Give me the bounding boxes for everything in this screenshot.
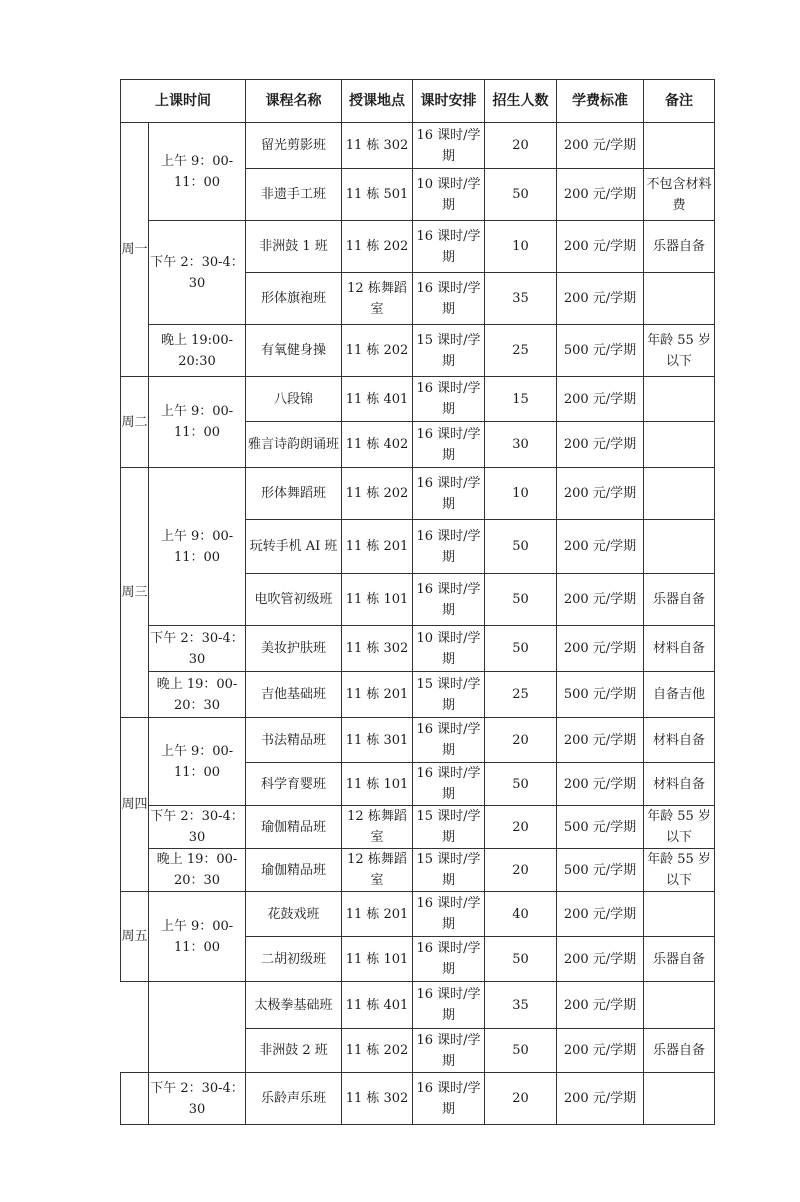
fee-cell: 200 元/学期 — [557, 468, 644, 520]
header-course: 课程名称 — [246, 80, 342, 123]
course-cell: 花鼓戏班 — [246, 892, 342, 937]
header-time: 上课时间 — [121, 80, 246, 123]
fee-cell: 500 元/学期 — [557, 806, 644, 849]
note-cell — [644, 520, 715, 574]
location-cell: 11 栋 101 — [342, 937, 413, 982]
schedule-cell: 16 课时/学期 — [413, 422, 485, 468]
enrollment-cell: 50 — [485, 169, 557, 221]
header-note: 备注 — [644, 80, 715, 123]
enrollment-cell: 50 — [485, 574, 557, 626]
header-fee: 学费标准 — [557, 80, 644, 123]
slot-cell: 上午 9：00-11：00 — [149, 377, 246, 468]
slot-cell: 晚上 19：00-20：30 — [149, 849, 246, 892]
schedule-cell: 16 课时/学期 — [413, 520, 485, 574]
location-cell: 11 栋 201 — [342, 672, 413, 718]
course-cell: 太极拳基础班 — [246, 982, 342, 1029]
note-cell: 年龄 55 岁以下 — [644, 806, 715, 849]
schedule-cell: 16 课时/学期 — [413, 377, 485, 422]
enrollment-cell: 50 — [485, 937, 557, 982]
fee-cell: 200 元/学期 — [557, 892, 644, 937]
course-cell: 留光剪影班 — [246, 123, 342, 169]
header-schedule: 课时安排 — [413, 80, 485, 123]
slot-cell: 晚上 19：00-20：30 — [149, 672, 246, 718]
note-cell: 乐器自备 — [644, 221, 715, 273]
enrollment-cell: 25 — [485, 672, 557, 718]
continuation-day-cell — [121, 982, 149, 1073]
note-cell — [644, 1073, 715, 1125]
slot-cell: 下午 2：30-4：30 — [149, 221, 246, 325]
enrollment-cell: 30 — [485, 422, 557, 468]
slot-cell: 上午 9：00-11：00 — [149, 892, 246, 982]
slot-cell: 上午 9：00-11：00 — [149, 123, 246, 221]
note-cell: 乐器自备 — [644, 574, 715, 626]
location-cell: 12 栋舞蹈室 — [342, 273, 413, 325]
course-cell: 吉他基础班 — [246, 672, 342, 718]
note-cell — [644, 123, 715, 169]
schedule-cell: 16 课时/学期 — [413, 763, 485, 806]
location-cell: 11 栋 302 — [342, 626, 413, 672]
fee-cell: 200 元/学期 — [557, 123, 644, 169]
note-cell — [644, 982, 715, 1029]
location-cell: 11 栋 401 — [342, 377, 413, 422]
fee-cell: 200 元/学期 — [557, 169, 644, 221]
enrollment-cell: 20 — [485, 1073, 557, 1125]
schedule-cell: 16 课时/学期 — [413, 892, 485, 937]
course-cell: 非洲鼓 1 班 — [246, 221, 342, 273]
location-cell: 11 栋 401 — [342, 982, 413, 1029]
schedule-cell: 16 课时/学期 — [413, 937, 485, 982]
course-schedule-table — [120, 79, 715, 1125]
slot-cell: 晚上 19:00-20:30 — [149, 325, 246, 377]
fee-cell: 200 元/学期 — [557, 520, 644, 574]
enrollment-cell: 35 — [485, 982, 557, 1029]
enrollment-cell: 20 — [485, 849, 557, 892]
day-cell-empty — [121, 1073, 149, 1125]
note-cell: 乐器自备 — [644, 1029, 715, 1073]
table-row — [121, 221, 715, 273]
fee-cell: 200 元/学期 — [557, 221, 644, 273]
enrollment-cell: 50 — [485, 520, 557, 574]
course-cell: 电吹管初级班 — [246, 574, 342, 626]
enrollment-cell: 10 — [485, 221, 557, 273]
location-cell: 11 栋 201 — [342, 520, 413, 574]
enrollment-cell: 35 — [485, 273, 557, 325]
schedule-cell: 15 课时/学期 — [413, 806, 485, 849]
schedule-cell: 16 课时/学期 — [413, 221, 485, 273]
location-cell: 11 栋 202 — [342, 221, 413, 273]
location-cell: 11 栋 301 — [342, 718, 413, 763]
course-cell: 八段锦 — [246, 377, 342, 422]
note-cell — [644, 273, 715, 325]
course-cell: 有氧健身操 — [246, 325, 342, 377]
table-row — [121, 325, 715, 377]
continuation-slot-cell — [149, 982, 246, 1073]
location-cell: 12 栋舞蹈室 — [342, 806, 413, 849]
table-row — [121, 123, 715, 169]
schedule-cell: 15 课时/学期 — [413, 849, 485, 892]
fee-cell: 200 元/学期 — [557, 422, 644, 468]
fee-cell: 500 元/学期 — [557, 325, 644, 377]
day-cell-thu: 周四 — [121, 718, 149, 892]
fee-cell: 500 元/学期 — [557, 672, 644, 718]
table-row — [121, 892, 715, 937]
course-cell: 瑜伽精品班 — [246, 806, 342, 849]
location-cell: 11 栋 101 — [342, 574, 413, 626]
schedule-cell: 16 课时/学期 — [413, 718, 485, 763]
note-cell — [644, 892, 715, 937]
fee-cell: 200 元/学期 — [557, 1029, 644, 1073]
table-row — [121, 806, 715, 849]
note-cell: 不包含材料费 — [644, 169, 715, 221]
fee-cell: 500 元/学期 — [557, 849, 644, 892]
table-row — [121, 849, 715, 892]
enrollment-cell: 40 — [485, 892, 557, 937]
day-cell-mon: 周一 — [121, 123, 149, 377]
course-cell: 玩转手机 AI 班 — [246, 520, 342, 574]
course-cell: 科学育婴班 — [246, 763, 342, 806]
table-row — [121, 672, 715, 718]
location-cell: 12 栋舞蹈室 — [342, 849, 413, 892]
location-cell: 11 栋 302 — [342, 1073, 413, 1125]
course-cell: 美妆护肤班 — [246, 626, 342, 672]
location-cell: 11 栋 202 — [342, 1029, 413, 1073]
fee-cell: 200 元/学期 — [557, 377, 644, 422]
fee-cell: 200 元/学期 — [557, 763, 644, 806]
schedule-cell: 10 课时/学期 — [413, 169, 485, 221]
location-cell: 11 栋 402 — [342, 422, 413, 468]
header-row — [121, 80, 715, 123]
location-cell: 11 栋 201 — [342, 892, 413, 937]
note-cell — [644, 422, 715, 468]
slot-cell: 上午 9：00-11：00 — [149, 718, 246, 806]
schedule-cell: 10 课时/学期 — [413, 626, 485, 672]
enrollment-cell: 20 — [485, 123, 557, 169]
fee-cell: 200 元/学期 — [557, 626, 644, 672]
schedule-cell: 16 课时/学期 — [413, 1073, 485, 1125]
fee-cell: 200 元/学期 — [557, 273, 644, 325]
schedule-cell: 16 课时/学期 — [413, 574, 485, 626]
slot-cell: 下午 2：30-4：30 — [149, 1073, 246, 1125]
schedule-cell: 16 课时/学期 — [413, 1029, 485, 1073]
fee-cell: 200 元/学期 — [557, 718, 644, 763]
course-cell: 非遗手工班 — [246, 169, 342, 221]
course-cell: 乐龄声乐班 — [246, 1073, 342, 1125]
note-cell: 乐器自备 — [644, 937, 715, 982]
schedule-cell: 16 课时/学期 — [413, 982, 485, 1029]
location-cell: 11 栋 202 — [342, 325, 413, 377]
fee-cell: 200 元/学期 — [557, 574, 644, 626]
day-cell-tue: 周二 — [121, 377, 149, 468]
table-row — [121, 377, 715, 422]
location-cell: 11 栋 101 — [342, 763, 413, 806]
note-cell — [644, 377, 715, 422]
header-location: 授课地点 — [342, 80, 413, 123]
course-cell: 形体舞蹈班 — [246, 468, 342, 520]
enrollment-cell: 50 — [485, 626, 557, 672]
table-row — [121, 468, 715, 520]
note-cell: 材料自备 — [644, 626, 715, 672]
location-cell: 11 栋 501 — [342, 169, 413, 221]
day-cell-wed: 周三 — [121, 468, 149, 718]
header-enrollment: 招生人数 — [485, 80, 557, 123]
schedule-cell: 16 课时/学期 — [413, 123, 485, 169]
table-row — [121, 626, 715, 672]
schedule-cell: 15 课时/学期 — [413, 672, 485, 718]
enrollment-cell: 50 — [485, 1029, 557, 1073]
course-cell: 瑜伽精品班 — [246, 849, 342, 892]
note-cell: 自备吉他 — [644, 672, 715, 718]
enrollment-cell: 10 — [485, 468, 557, 520]
slot-cell: 上午 9：00-11：00 — [149, 468, 246, 626]
fee-cell: 200 元/学期 — [557, 937, 644, 982]
slot-cell: 下午 2：30-4：30 — [149, 626, 246, 672]
note-cell: 年龄 55 岁以下 — [644, 849, 715, 892]
schedule-cell: 15 课时/学期 — [413, 325, 485, 377]
table-row — [121, 718, 715, 763]
note-cell: 年龄 55 岁以下 — [644, 325, 715, 377]
enrollment-cell: 15 — [485, 377, 557, 422]
schedule-cell: 16 课时/学期 — [413, 273, 485, 325]
schedule-cell: 16 课时/学期 — [413, 468, 485, 520]
note-cell: 材料自备 — [644, 763, 715, 806]
enrollment-cell: 25 — [485, 325, 557, 377]
slot-cell: 下午 2：30-4：30 — [149, 806, 246, 849]
note-cell: 材料自备 — [644, 718, 715, 763]
day-cell-fri: 周五 — [121, 892, 149, 982]
course-cell: 二胡初级班 — [246, 937, 342, 982]
enrollment-cell: 20 — [485, 718, 557, 763]
enrollment-cell: 50 — [485, 763, 557, 806]
enrollment-cell: 20 — [485, 806, 557, 849]
fee-cell: 200 元/学期 — [557, 982, 644, 1029]
course-cell: 雅言诗韵朗诵班 — [246, 422, 342, 468]
location-cell: 11 栋 302 — [342, 123, 413, 169]
location-cell: 11 栋 202 — [342, 468, 413, 520]
table-row — [121, 982, 715, 1029]
course-cell: 形体旗袍班 — [246, 273, 342, 325]
table-row — [121, 1073, 715, 1125]
fee-cell: 200 元/学期 — [557, 1073, 644, 1125]
course-cell: 非洲鼓 2 班 — [246, 1029, 342, 1073]
note-cell — [644, 468, 715, 520]
course-cell: 书法精品班 — [246, 718, 342, 763]
